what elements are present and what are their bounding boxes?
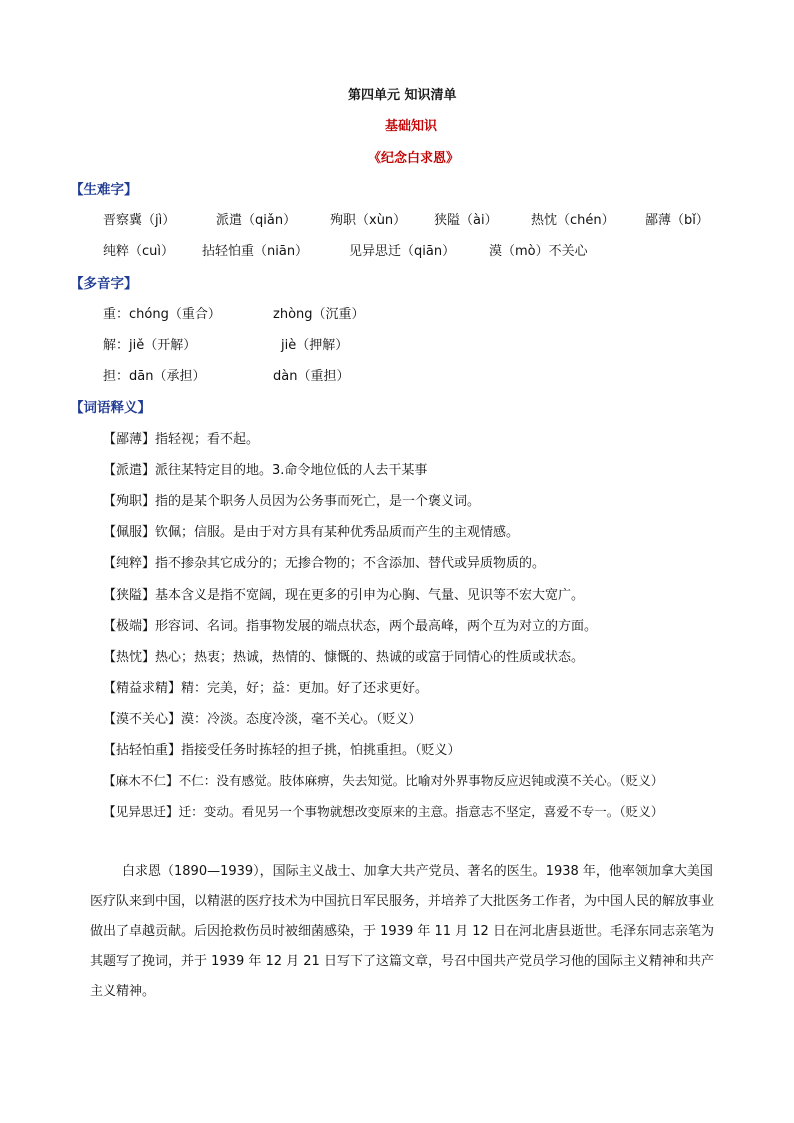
hard-char: 鄙薄（bǐ） bbox=[645, 213, 709, 228]
vocab-item: 【佩服】钦佩；信服。是由于对方具有某种优秀品质而产生的主观情感。 bbox=[103, 525, 520, 540]
polyphone-reading: 解：jiě（开解） bbox=[103, 338, 197, 353]
vocab-item: 【麻木不仁】不仁：没有感觉。肢体麻痹，失去知觉。比喻对外界事物反应迟钝或漠不关心。（贬义） bbox=[103, 773, 664, 788]
hard-char: 热忱（chén） bbox=[531, 213, 615, 228]
hard-char: 狭隘（ài） bbox=[434, 213, 498, 228]
vocab-item: 【漠不关心】漠：冷淡。态度冷淡，毫不关心。（贬义） bbox=[103, 712, 422, 727]
vocab-item: 【极端】形容词、名词。指事物发展的端点状态，两个最高峰，两个互为对立的方面。 bbox=[103, 619, 598, 634]
intro-paragraph: 白求恩（1890—1939），国际主义战士、加拿大共产党员、著名的医生。1938 年，他率领加拿大美国医疗队来到中国，以精湛的医疗技术为中国抗日军民服务，并培养了大批医务工作者，为中国人民的解放事业做出了卓越贡献。后因抢救伤员时被细菌感染，于 1939 年 11 月 12 日在河北唐县逝世。毛泽东同志亲笔为其题写了挽词，并于 1939 年 12 月 21 日写下了这篇文章，号召中国共产党员学习他的国际主义精神和共产主义精神。 bbox=[90, 864, 715, 999]
hard-char: 晋察冀（jì） bbox=[103, 213, 176, 228]
hard-char: 见异思迁（qiān） bbox=[349, 244, 456, 259]
polyphone-reading: dàn（重担） bbox=[273, 369, 350, 384]
lesson-title: 《纪念白求恩》 bbox=[368, 151, 460, 166]
subtitle: 基础知识 bbox=[385, 119, 438, 134]
polyphones-heading: 【多音字】 bbox=[70, 276, 138, 292]
vocab-item: 【派遣】派往某特定目的地。3.命令地位低的人去干某事 bbox=[103, 463, 428, 478]
hard-chars-heading: 【生难字】 bbox=[70, 182, 138, 198]
vocab-item: 【热忱】热心；热衷；热诚，热情的、慷慨的、热诚的或富于同情心的性质或状态。 bbox=[103, 650, 585, 665]
unit-title: 第四单元 知识清单 bbox=[348, 88, 457, 103]
polyphone-reading: jiè（押解） bbox=[281, 338, 349, 353]
hard-char: 派遣（qiǎn） bbox=[216, 213, 297, 228]
polyphone-reading: zhòng（沉重） bbox=[273, 307, 365, 322]
vocab-item: 【拈轻怕重】指接受任务时拣轻的担子挑，怕挑重担。（贬义） bbox=[103, 743, 461, 758]
hard-char: 拈轻怕重（niān） bbox=[202, 244, 309, 259]
hard-char: 漠（mò）不关心 bbox=[489, 244, 588, 259]
vocab-item: 【殉职】指的是某个职务人员因为公务事而死亡，是一个褒义词。 bbox=[103, 494, 481, 509]
vocab-heading: 【词语释义】 bbox=[70, 400, 151, 416]
vocab-item: 【鄙薄】指轻视；看不起。 bbox=[103, 432, 260, 447]
vocab-item: 【狭隘】基本含义是指不宽阔，现在更多的引申为心胸、气量、见识等不宏大宽广。 bbox=[103, 588, 585, 603]
hard-char: 殉职（xùn） bbox=[330, 213, 407, 228]
polyphone-reading: 担：dān（承担） bbox=[103, 369, 206, 384]
hard-char: 纯粹（cuì） bbox=[103, 244, 174, 259]
vocab-item: 【纯粹】指不掺杂其它成分的；无掺合物的；不含添加、替代或异质物质的。 bbox=[103, 556, 546, 571]
vocab-item: 【精益求精】精：完美，好；益：更加。好了还求更好。 bbox=[103, 681, 429, 696]
polyphone-reading: 重：chóng（重合） bbox=[103, 307, 221, 322]
vocab-item: 【见异思迁】迁：变动。看见另一个事物就想改变原来的主意。指意志不坚定，喜爱不专一。（贬义） bbox=[103, 804, 664, 819]
